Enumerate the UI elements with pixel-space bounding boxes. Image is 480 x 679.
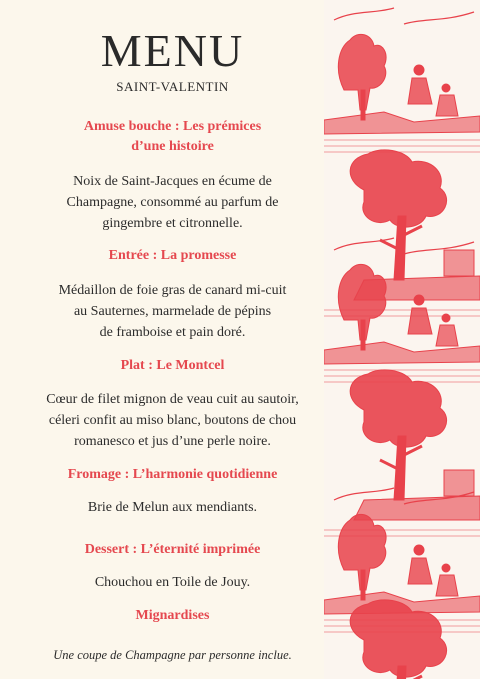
toile-pattern-svg (324, 0, 480, 679)
section-heading-mignardises (0, 606, 345, 626)
body-line: au Sauternes, marmelade de pépins (73, 304, 272, 319)
toile-de-jouy-pattern-icon (324, 0, 480, 679)
heading-line: Fromage : L’harmonie quotidienne (67, 467, 278, 482)
heading-line: Plat : Le Montcel (120, 358, 225, 373)
body-line: Médaillon de foie gras de canard mi-cuit (58, 283, 287, 298)
section-heading-fromage (0, 465, 345, 485)
section-heading-dessert (0, 540, 345, 560)
body-line: romanesco et jus d’une perle noire. (74, 434, 271, 449)
body-line: Brie de Melun aux mendiants. (87, 500, 258, 515)
body-line: Chouchou en Toile de Jouy. (94, 575, 251, 590)
section-body-plat (0, 389, 345, 452)
heading-line: d’une histoire (131, 139, 214, 154)
heading-line: Amuse bouche : Les prémices (83, 119, 262, 134)
section-heading-plat (0, 356, 345, 376)
section-body-entree (0, 280, 345, 343)
heading-line: Dessert : L’éternité imprimée (84, 542, 261, 557)
menu-subtitle: SAINT-VALENTIN (116, 79, 229, 94)
heading-line: Entrée : La promesse (108, 248, 237, 263)
menu-title: MENU (100, 25, 245, 76)
body-line: gingembre et citronnelle. (102, 216, 243, 231)
body-line: céleri confit au miso blanc, boutons de chou (48, 413, 297, 428)
section-heading-entree (0, 246, 345, 266)
body-line: Champagne, consommé au parfum de (66, 195, 279, 210)
menu-footer-note: Une coupe de Champagne par personne inclue. (53, 648, 292, 662)
body-line: de framboise et pain doré. (99, 325, 246, 340)
heading-line: Mignardises (135, 608, 210, 623)
section-body-fromage (0, 497, 345, 518)
section-body-amuse-bouche (0, 171, 345, 234)
body-line: Noix de Saint-Jacques en écume de (73, 174, 272, 189)
section-body-dessert (0, 572, 345, 593)
section-heading-amuse-bouche (0, 117, 345, 157)
body-line: Cœur de filet mignon de veau cuit au sautoir, (46, 392, 299, 407)
